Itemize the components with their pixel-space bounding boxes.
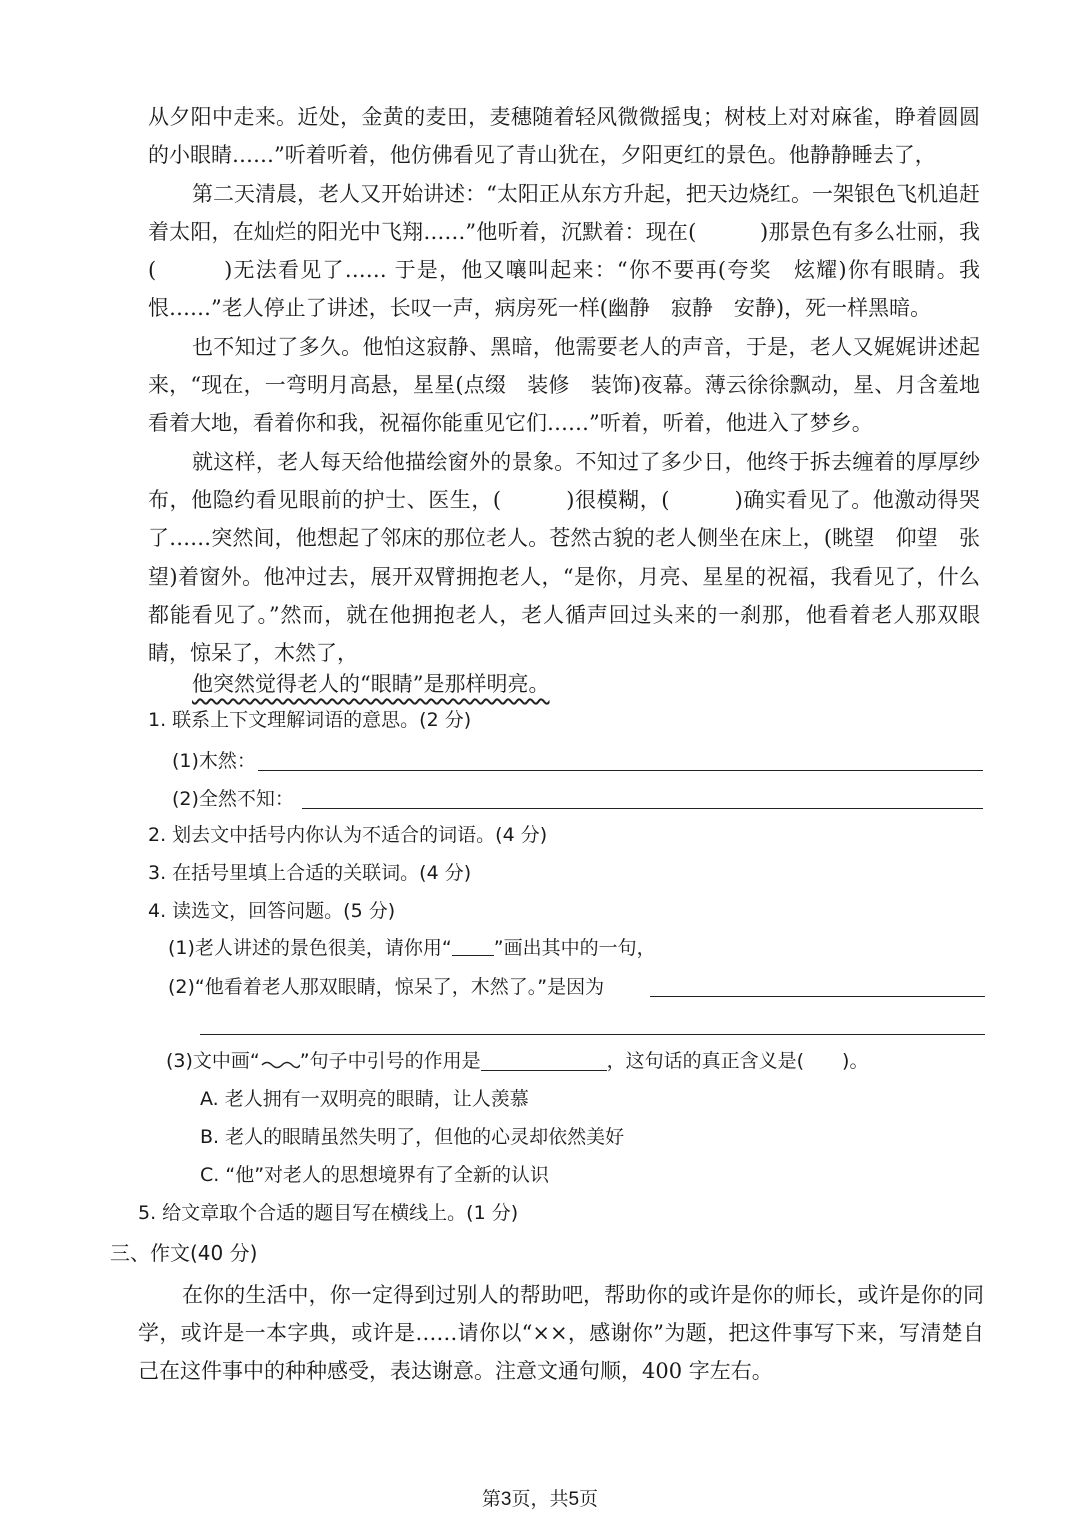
question-1: 1. 联系上下文理解词语的意思。(2 分) bbox=[148, 709, 472, 731]
question-4-part-3-text: (3)文中画“ bbox=[166, 1050, 260, 1072]
page-number: 第3页，共5页 bbox=[481, 1489, 599, 1510]
passage-paragraph-2: 第二天清晨，老人又开始讲述：“太阳正从东方升起，把天边烧红。一架银色飞机追赶着太阳，在灿烂的阳光中飞翔……”他听着，沉默着：现在( )那景色有多么壮丽，我( )无法看见了…… 于是，他又嚷叫起来：“你不要再(夸奖 炫耀)你有眼睛。我恨……”老人停止了讲述，长叹一声，病房死一样(幽静 寂静 安静)，死一样黑暗。 bbox=[148, 181, 980, 321]
question-3: 3. 在括号里填上合适的关联词。(4 分) bbox=[148, 862, 472, 884]
option-a: A. 老人拥有一双明亮的眼睛，让人羡慕 bbox=[200, 1088, 529, 1110]
wavy-underline-mark bbox=[260, 1051, 300, 1069]
question-4-part-1 bbox=[168, 933, 656, 963]
question-1-part-1-label: (1)木然： bbox=[172, 750, 256, 772]
question-4-part-3 bbox=[166, 1046, 868, 1076]
question-1-part-2 bbox=[172, 784, 294, 814]
option-b: B. 老人的眼睛虽然失明了，但他的心灵却依然美好 bbox=[200, 1126, 625, 1148]
question-4-part-2-text: (2)“他看着老人那双眼睛，惊呆了，木然了。”是因为 bbox=[168, 976, 605, 998]
passage-paragraph-1: 从夕阳中走来。近处，金黄的麦田，麦穗随着轻风微微摇曳；树枝上对对麻雀，睁着圆圆的小眼睛……”听着听着，他仿佛看见了青山犹在，夕阳更红的景色。他静静睡去了， bbox=[148, 105, 980, 168]
answer-line-4b-1[interactable] bbox=[650, 996, 985, 997]
answer-line-1a[interactable] bbox=[258, 770, 983, 771]
question-4-part-1-text-end: ”画出其中的一句， bbox=[493, 937, 656, 959]
passage-paragraph-4: 就这样，老人每天给他描绘窗外的景象。不知过了多少日，他终于拆去缠着的厚厚纱布，他隐约看见眼前的护士、医生，( )很模糊，( )确实看见了。他激动得哭了……突然间，他想起了邻床的那位老人。苍然古貌的老人侧坐在床上，(眺望 仰望 张望)着窗外。他冲过去，展开双臂拥抱老人，“是你，月亮、星星的祝福，我看见了，什么都能看见了。”然而，就在他拥抱老人，老人循声回过头来的一刹那，他看着老人那双眼睛，惊呆了，木然了， bbox=[148, 449, 980, 666]
question-1-part-2-label: (2)全然不知： bbox=[172, 788, 294, 810]
question-5: 5. 给文章取个合适的题目写在横线上。(1 分) bbox=[138, 1202, 519, 1224]
essay-section-title: 三、作文(40 分) bbox=[110, 1241, 258, 1265]
question-4: 4. 读选文，回答问题。(5 分) bbox=[148, 900, 396, 922]
answer-line-4b-2[interactable] bbox=[200, 1034, 985, 1035]
answer-line-4c[interactable] bbox=[481, 1048, 607, 1071]
question-1-part-1 bbox=[172, 746, 256, 776]
passage-paragraph-3: 也不知过了多久。他怕这寂静、黑暗，他需要老人的声音，于是，老人又娓娓讲述起来，“现在，一弯明月高悬，星星(点缀 装修 装饰)夜幕。薄云徐徐飘动，星、月含羞地看着大地，看着你和我，祝福你能重见它们……”听着，听着，他进入了梦乡。 bbox=[148, 334, 980, 436]
question-4-part-2 bbox=[168, 972, 604, 1002]
essay-prompt bbox=[138, 1276, 984, 1390]
question-4-part-3-text-end: ，这句话的真正含义是( )。 bbox=[606, 1050, 869, 1072]
question-2: 2. 划去文中括号内你认为不适合的词语。(4 分) bbox=[148, 824, 548, 846]
answer-line-1b[interactable] bbox=[302, 808, 983, 809]
straight-underline-mark bbox=[452, 937, 494, 956]
question-4-part-1-text: (1)老人讲述的景色很美，请你用“ bbox=[168, 937, 452, 959]
option-c: C. “他”对老人的思想境界有了全新的认识 bbox=[200, 1164, 550, 1186]
reading-passage bbox=[148, 98, 980, 672]
passage-ending-sentence: 他突然觉得老人的“眼睛”是那样明亮。 bbox=[192, 672, 550, 696]
question-4-part-3-text-mid: ”句子中引号的作用是 bbox=[299, 1050, 481, 1072]
essay-prompt-text: 在你的生活中，你一定得到过别人的帮助吧，帮助你的或许是你的师长，或许是你的同学，或许是一本字典，或许是……请你以“××，感谢你”为题，把这件事写下来，写清楚自己在这件事中的种种感受，表达谢意。注意文通句顺，400 字左右。 bbox=[138, 1283, 984, 1383]
